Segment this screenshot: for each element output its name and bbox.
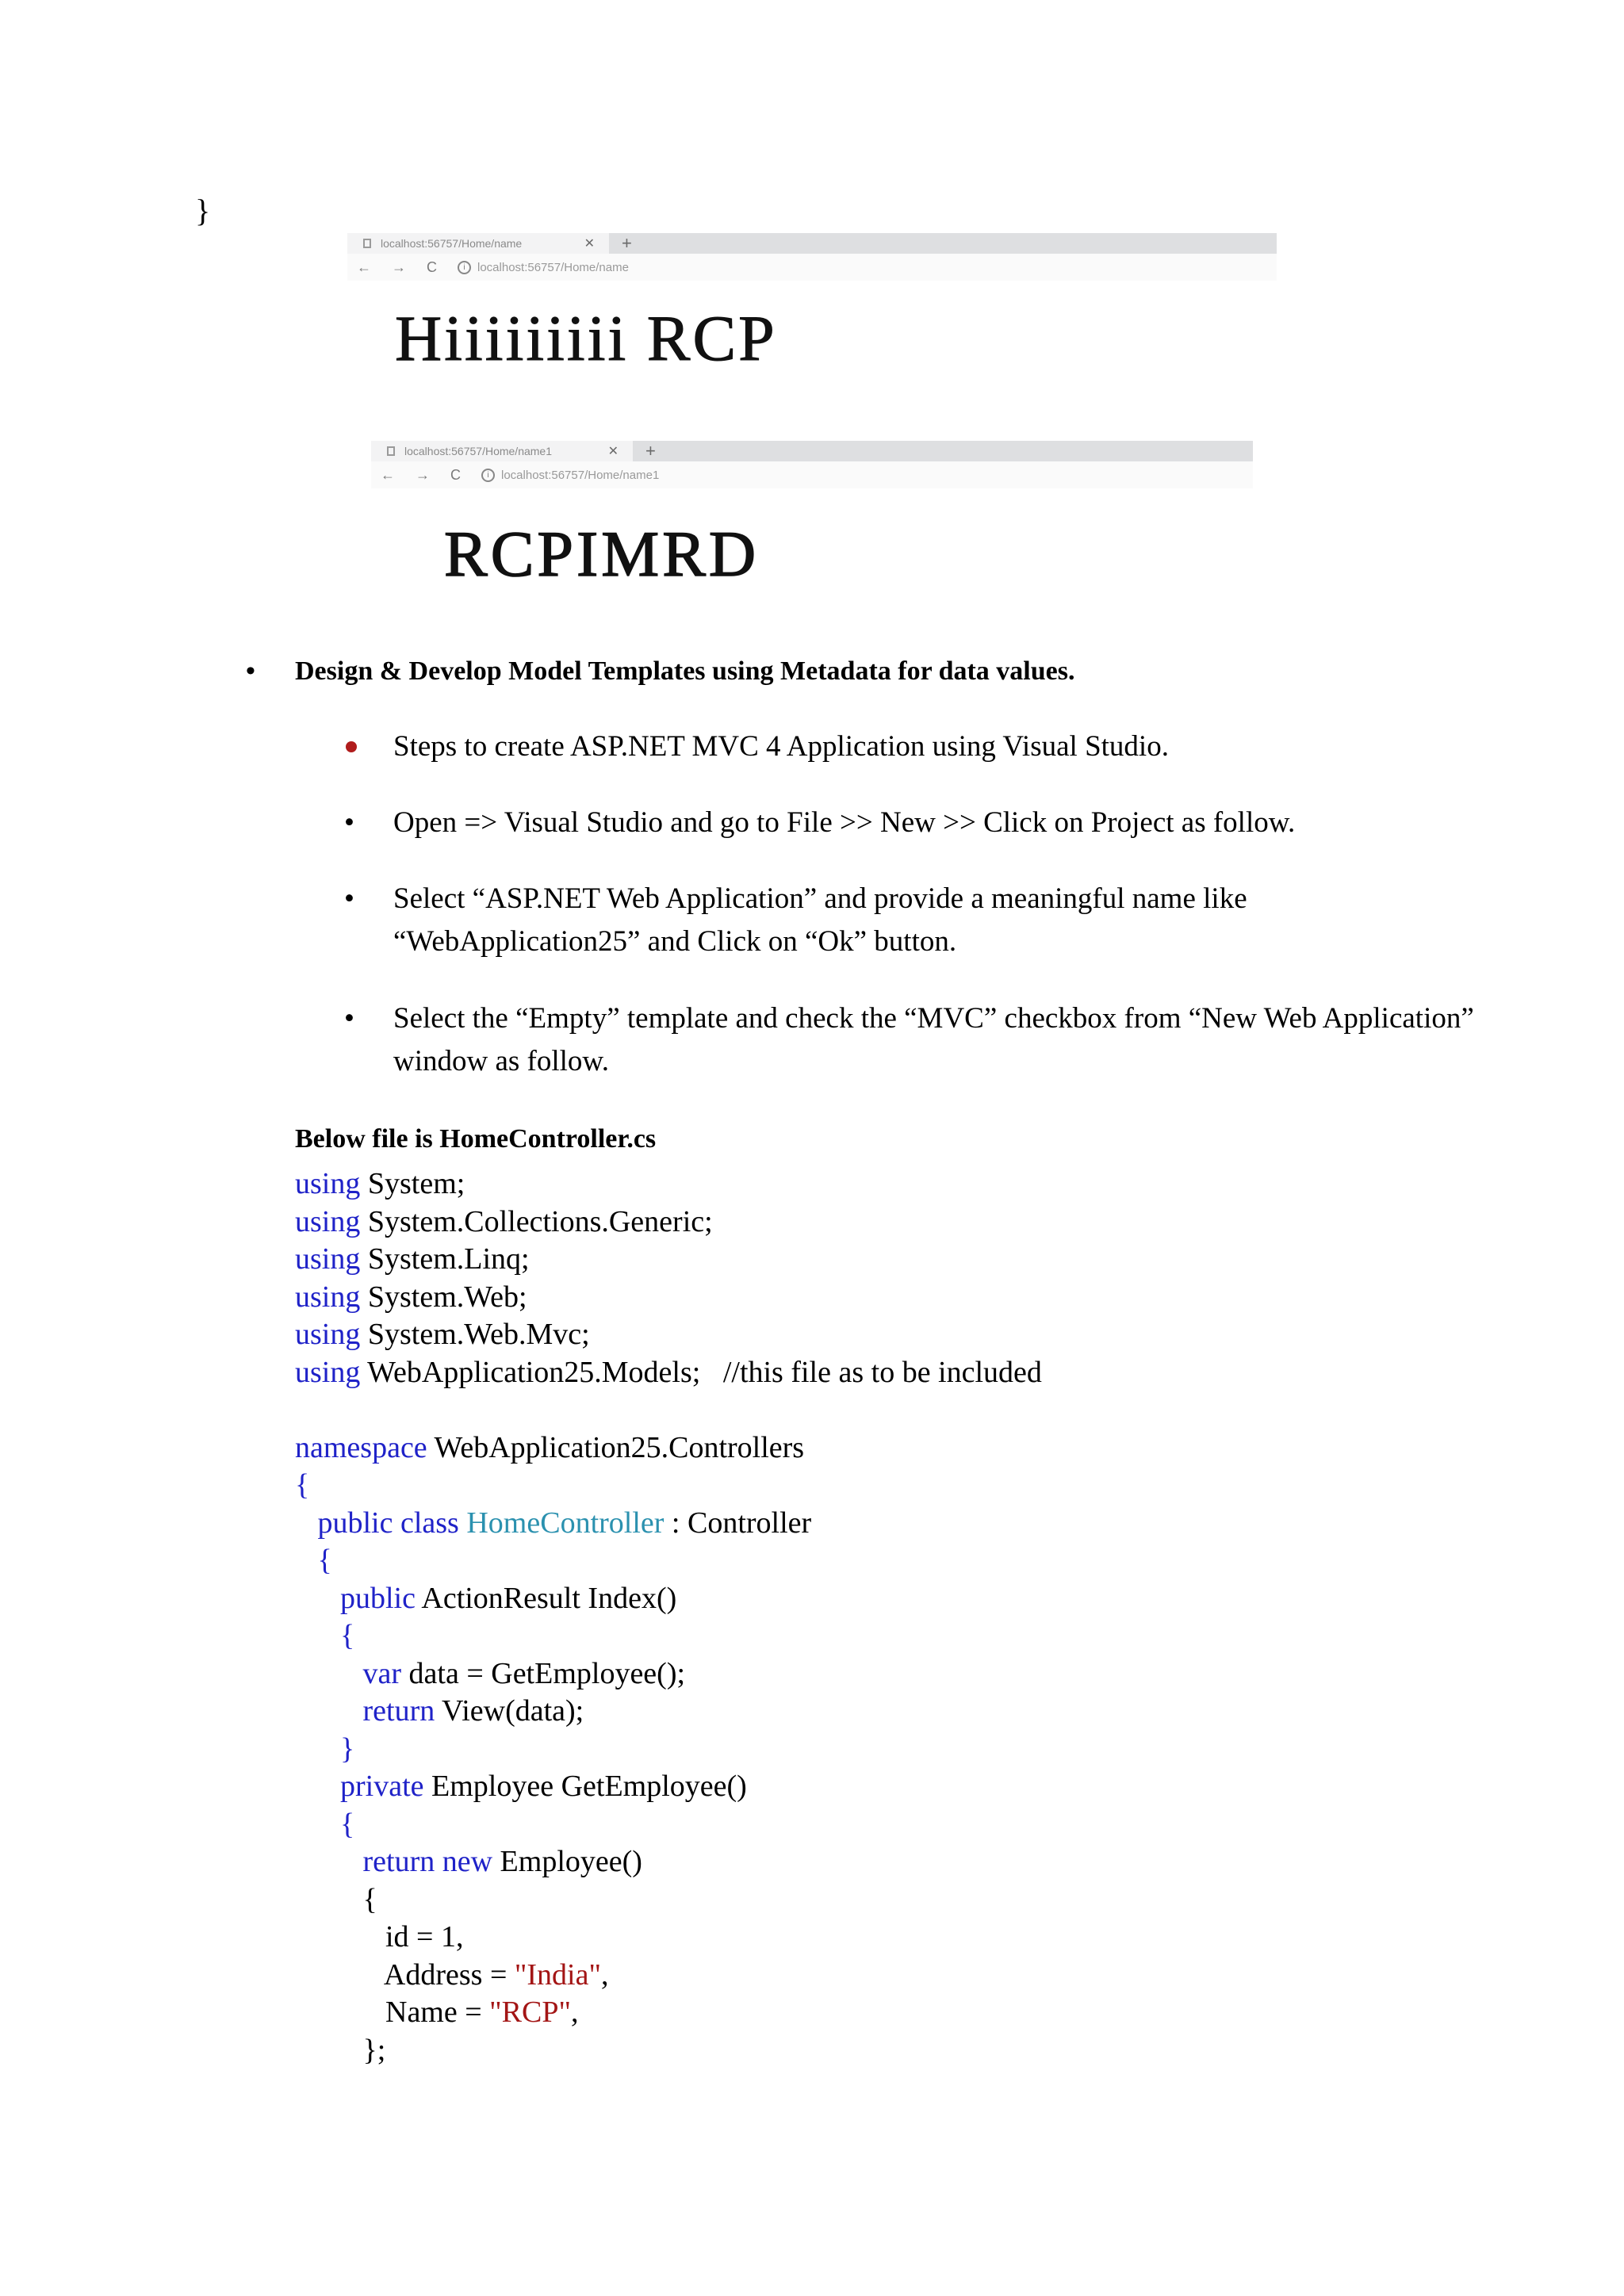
code-token: System.Web.Mvc; [360, 1318, 590, 1351]
code-token: var [362, 1656, 402, 1690]
code-token: namespace [295, 1430, 427, 1464]
browser-tab [371, 441, 633, 461]
code-line [295, 1957, 1042, 1995]
code-token [295, 1544, 318, 1577]
code-line [295, 1693, 1042, 1731]
code-line [295, 1505, 1042, 1543]
code-token: public [340, 1581, 416, 1615]
code-line [295, 1429, 1042, 1468]
code-line [295, 1843, 1042, 1881]
code-token [295, 1657, 363, 1690]
list-item-text: Select “ASP.NET Web Application” and provide a meaningful name like “WebApplication25” and Click on “Ok” button. [393, 882, 1247, 958]
code-line [295, 1165, 1042, 1203]
plus-icon: + [645, 441, 656, 461]
bullet-icon: • [344, 1002, 354, 1035]
code-token: , [571, 1996, 579, 2029]
code-line [295, 1919, 1042, 1957]
code-token [295, 1732, 340, 1766]
code-token: id = 1, [295, 1920, 464, 1954]
code-line [295, 1542, 1042, 1580]
code-token: } [340, 1732, 355, 1766]
code-token: { [340, 1807, 355, 1841]
code-line [295, 1994, 1042, 2032]
browser-nav-bar [347, 254, 1277, 281]
code-token: using [295, 1280, 361, 1314]
code-token: WebApplication25.Models; //this file as to be included [360, 1355, 1042, 1389]
back-arrow-icon: ← [381, 466, 395, 483]
section-heading-text: Design & Develop Model Templates using Metadata for data values. [295, 656, 1075, 686]
code-line [295, 2032, 1042, 2070]
page-output-text: RCPIMRD [444, 518, 760, 590]
info-icon: i [481, 469, 495, 482]
code-token: using [295, 1242, 361, 1276]
code-line [295, 1731, 1042, 1769]
code-token: System.Web; [360, 1280, 527, 1314]
close-icon: ✕ [607, 445, 619, 458]
code-line [295, 1316, 1042, 1354]
page-icon [363, 239, 371, 248]
list-item-text: Open => Visual Studio and go to File >> New >> Click on Project as follow. [393, 806, 1296, 839]
closing-brace: } [195, 193, 211, 228]
code-token: "RCP" [489, 1996, 572, 2029]
code-token: { [295, 1468, 310, 1502]
list-item-text: Select the “Empty” template and check the “MVC” checkbox from “New Web Application” window as follow. [393, 1002, 1474, 1077]
code-token: using [295, 1167, 361, 1200]
page-icon [387, 446, 395, 456]
browser-screenshot-1 [347, 233, 1277, 376]
list-item-text: Steps to create ASP.NET MVC 4 Application using Visual Studio. [393, 730, 1169, 763]
bullet-icon: • [344, 882, 354, 915]
code-token: using [295, 1318, 361, 1351]
address-bar [458, 261, 629, 274]
code-file-title: Below file is HomeController.cs [295, 1124, 657, 1154]
code-token [295, 1808, 340, 1841]
code-token: { [295, 1882, 377, 1916]
red-bullet-icon [346, 741, 357, 752]
browser-screenshot-2 [371, 441, 1253, 591]
code-token: Employee GetEmployee() [423, 1770, 747, 1803]
close-icon: ✕ [584, 237, 595, 251]
browser-tab-bar [371, 441, 1253, 461]
forward-arrow-icon: → [392, 258, 406, 275]
code-line [295, 1617, 1042, 1655]
code-token: System.Linq; [360, 1242, 530, 1276]
code-line [295, 1768, 1042, 1806]
code-token: "India" [514, 1957, 601, 1992]
code-token: public class [317, 1506, 459, 1540]
code-token: WebApplication25.Controllers [427, 1430, 805, 1464]
code-token [295, 1582, 340, 1615]
address-text: localhost:56757/Home/name1 [501, 468, 660, 482]
code-token: { [340, 1619, 355, 1652]
code-token: Employee() [492, 1845, 642, 1878]
tab-title: localhost:56757/Home/name [381, 237, 523, 250]
code-token: ActionResult Index() [415, 1581, 677, 1615]
browser-nav-bar [371, 461, 1253, 488]
code-line [295, 1241, 1042, 1279]
reload-icon: C [427, 258, 437, 275]
info-icon: i [458, 261, 471, 274]
code-line [295, 1467, 1042, 1505]
code-token [295, 1770, 340, 1803]
code-token: private [340, 1770, 424, 1803]
code-line [295, 1279, 1042, 1317]
code-line [295, 1354, 1042, 1392]
tab-title: localhost:56757/Home/name1 [404, 445, 553, 457]
code-token [295, 1845, 363, 1878]
code-token [459, 1506, 467, 1540]
code-line [295, 1203, 1042, 1242]
code-line [295, 1580, 1042, 1618]
code-token: data = GetEmployee(); [401, 1656, 686, 1690]
code-token: using [295, 1355, 361, 1389]
code-token: }; [295, 2033, 386, 2067]
code-line [295, 1806, 1042, 1844]
code-token [295, 1506, 318, 1540]
back-arrow-icon: ← [357, 258, 371, 275]
code-token: : Controller [664, 1506, 812, 1540]
code-token [295, 1619, 340, 1652]
code-token: HomeController [466, 1506, 665, 1540]
code-block [295, 1165, 1042, 2069]
browser-tab-bar [347, 233, 1277, 254]
code-token: { [317, 1544, 332, 1577]
plus-icon: + [622, 233, 632, 253]
code-token: , [600, 1957, 609, 1992]
code-token: return [362, 1694, 435, 1728]
code-line [295, 1881, 1042, 1919]
code-line [295, 1655, 1042, 1693]
code-token: Name = [295, 1996, 490, 2029]
browser-tab [347, 233, 609, 254]
code-line [295, 1391, 1042, 1429]
code-token: return new [362, 1845, 493, 1878]
address-bar [481, 469, 659, 482]
code-token: System.Collections.Generic; [360, 1204, 713, 1238]
forward-arrow-icon: → [416, 466, 430, 483]
code-token: Address = [295, 1957, 515, 1992]
code-token: View(data); [435, 1694, 584, 1728]
reload-icon: C [450, 466, 461, 483]
code-token: System; [360, 1167, 465, 1200]
code-token [295, 1694, 363, 1728]
address-text: localhost:56757/Home/name [477, 260, 629, 274]
page-output-text: Hiiiiiiiii RCP [395, 302, 777, 374]
bullet-icon: • [344, 806, 354, 839]
bullet-icon: • [246, 656, 255, 686]
code-token: using [295, 1204, 361, 1238]
